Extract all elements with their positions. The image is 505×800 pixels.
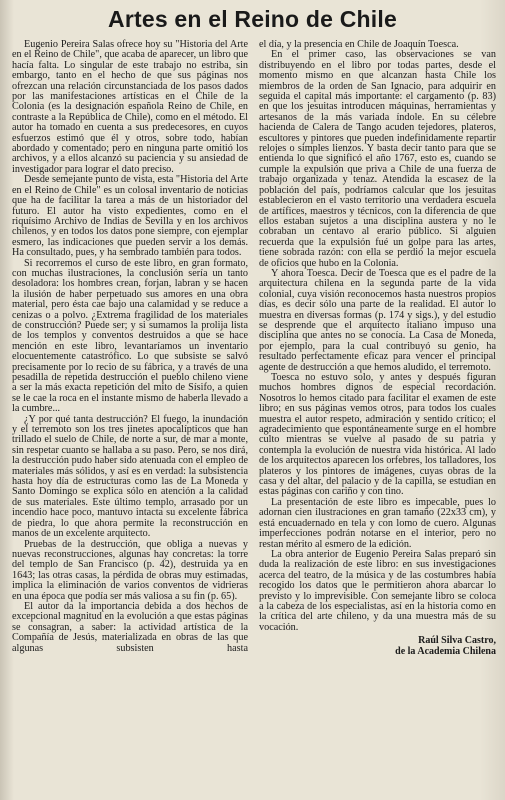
article-title: Artes en el Reino de Chile (108, 6, 397, 32)
left-column (12, 40, 248, 654)
article-paragraph: Eugenio Pereira Salas ofrece hoy su "Historia del Arte en el Reino de Chile", que acaba de aparecer, un libro que hacía falta. Lo singular de este trabajo no estriba, sin embargo, tanto en el hecho de que sus páginas nos ofrezcan una relación circunstanciada de los pasos dados por las manifestaciones artísticas en el Chile de la Colonia (es la designación española Reino de Chile, en contraste a la República de Chile), como en el método. El autor ha tomado en cuenta a sus predecesores, en cuyos esfuerzos estimó que él y otros, sobre todo, habían abordado y comentado; pero en ninguna parte omitió los archivos, y a ellos alcanzó su paciencia y su ansiedad de investigador para lograr el dato preciso. (12, 39, 248, 175)
article-paragraph: Desde semejante punto de vista, esta "Historia del Arte en el Reino de Chile" es un colosal inventario de noticias que ha de facilitar la tarea a más de un historiador del futuro. El autor ha visto expedientes, como en el riquísimo Archivo de Indias de Sevilla y en los archivos chilenos, y en todos los datos pone siempre, con ejemplar esmero, las indicaciones que pueden servir a los demás. Ha consultado, pues, y ha sembrado también para todos. (12, 174, 248, 259)
article-paragraph: Y ahora Toesca. Decir de Toesca que es el padre de la arquitectura chilena en la segunda parte de la vida colonial, cuya visión reconocemos hasta nuestros propios días, es decir sólo una parte de la realidad. El autor lo muestra en diversas formas (p. 174 y sigs.), y del estudio se desprende que el arquitecto italiano impuso una disciplina que antes no se conocía. La Casa de Moneda, por ejemplo, para la cual contribuyó su genio, ha resultado perfectamente eficaz para vencer el principal agente de destrucción a que hemos aludido, el terremoto. (259, 267, 496, 373)
article-paragraph: Pruebas de la destrucción, que obliga a nuevas y nuevas reconstrucciones, algunas hay concretas: la torre del templo de San Francisco (p. 42), destruida ya en 1643; las otras casas, la pérdida de obras muy estimadas, implica la eliminación de varios conventos de vidrieras en una época que podía ser más valiosa a su fin (p. 65). (12, 538, 248, 602)
author-name: Raúl Silva Castro, (418, 635, 496, 647)
article-paragraph: La obra anterior de Eugenio Pereira Salas preparó sin duda la realización de este libro: en sus investigaciones acerca del teatro, de la música y de las costumbres había recogido los datos que le permitieron ahora abarcar lo previsto y lo imprevisible. Con semejante libro se coloca a la cabeza de los especialistas, así en la historia como en la crítica del arte chileno, y da una muestra más de su vocación. (259, 548, 496, 633)
article-paragraph: Si recorremos el curso de este libro, en gran formato, con muchas ilustraciones, la conclusión sería un tanto desoladora: los hombres crean, forjan, labran y se hacen la ilusión de haber perpetuado sus amores en una obra material, pero ésta cae bajo una calamidad y se reduce a cenizas o a polvo. ¿Extrema fragilidad de los materiales de construcción? Puede ser; y si sumamos la prolija lista de los templos y conventos destruidos a que se hace mención en este libro, levantaríamos un inventario elocuentemente catastrófico. Lo que subsiste se salvó precisamente por lo recio de su fábrica, y a través de una pesadilla de repetida destrucción el pueblo chileno viene a ser la más exacta repetición del mito de Sísifo, a quien se le cae la roca en el instante mismo de haberla llevado a la cumbre... (12, 257, 248, 415)
article-paragraph: ¿Y por qué tanta destrucción? El fuego, la inundación y el terremoto son los tres jinetes apocalípticos que han trillado el suelo de Chile, de norte a sur, de mar a monte, sin respetar cuanto se hallaba a su paso. Pero, se nos dirá, la destrucción pudo haber sido atenuada con el empleo de materiales más sólidos, y así es en verdad: la subsistencia hasta hoy día de estructuras como las de La Moneda y Santo Domingo se explica sólo en atención a la calidad de sus materiales. Este último templo, arrasado por un incendio hace poco, mantuvo intacta su excelente fábrica de piedra, lo que ahora permite la reconstrucción en manos de un excelente arquitecto. (12, 413, 248, 540)
article-paragraph: La presentación de este libro es impecable, pues lo adornan cien ilustraciones en gran tamaño (22x33 cm), y está encuadernado en tela y con lomo de cuero. Algunas imperfecciones podrán notarse en el interior, pero no restan mérito al esmero de la edición. (259, 496, 496, 550)
right-column (259, 40, 496, 657)
article-paragraph: En el primer caso, las observaciones se van distribuyendo en el libro por todas partes, desde el momento mismo en que alcanzan hasta Chile los miembros de la orden de San Ignacio, para adquirir en seguida el capital más importante: el cargamento (p. 83) en que los jesuitas introducen máquinas, herramientas y artesanos de la más variada índole. En su célebre hacienda de Calera de Tango acuden tejedores, plateros, escultores y pintores que pueden indefinidamente repartir relojes o simples lienzos. Y basta decir tanto para que se entienda lo que significó el año 1767, esto es, cuando se cumple la expulsión que priva a Chile de una fuerza de trabajo organizada y tenaz. Atendida la escasez de la población del país, podríamos calcular que los jesuitas establecieron en el vasto territorio una verdadera escuela de artífices, maestros y técnicos, con la diferencia de que ellos estaban sujetos a una disciplina austera y no le cobraban un centavo al erario público. Si alguien recuerda que la expulsión fué un golpe para las artes, tiene sobrada razón: con ella se perdió la mejor escuela de oficios que hubo en la Colonia. (259, 49, 496, 269)
article-paragraph: El autor da la importancia debida a dos hechos de excepcional magnitud en la evolución a que estas páginas se consagran, a saber: la actividad artística de la Compañía de Jesús, materializada en obras de las que algunas subsisten hasta (12, 600, 248, 654)
article-paragraph-continued: el día, y la presencia en Chile de Joaquín Toesca. (259, 39, 459, 50)
author-affiliation: de la Academia Chilena (395, 645, 496, 657)
article-paragraph: Toesca no estuvo solo, y antes y después figuran muchos hombres dignos de especial recordación. Nosotros lo hemos citado para facilitar el examen de este libro; en sus páginas vemos otros, para todos los cuales muestra el autor respeto, admiración y sentido crítico; el agradecimiento que espontáneamente surge en el hombre culto mientras se vuelve al pasado de su patria y contempla la evolución de nuestra vida histórica. Al lado de los arquitectos aparecen los orfebres, los talladores, los plateros y los pintores de imágenes, cuyas obras de la casa y del altar, del palacio y de la capilla, se estudian en estas páginas con cariño y con tino. (259, 372, 496, 498)
article-signature (259, 636, 496, 657)
